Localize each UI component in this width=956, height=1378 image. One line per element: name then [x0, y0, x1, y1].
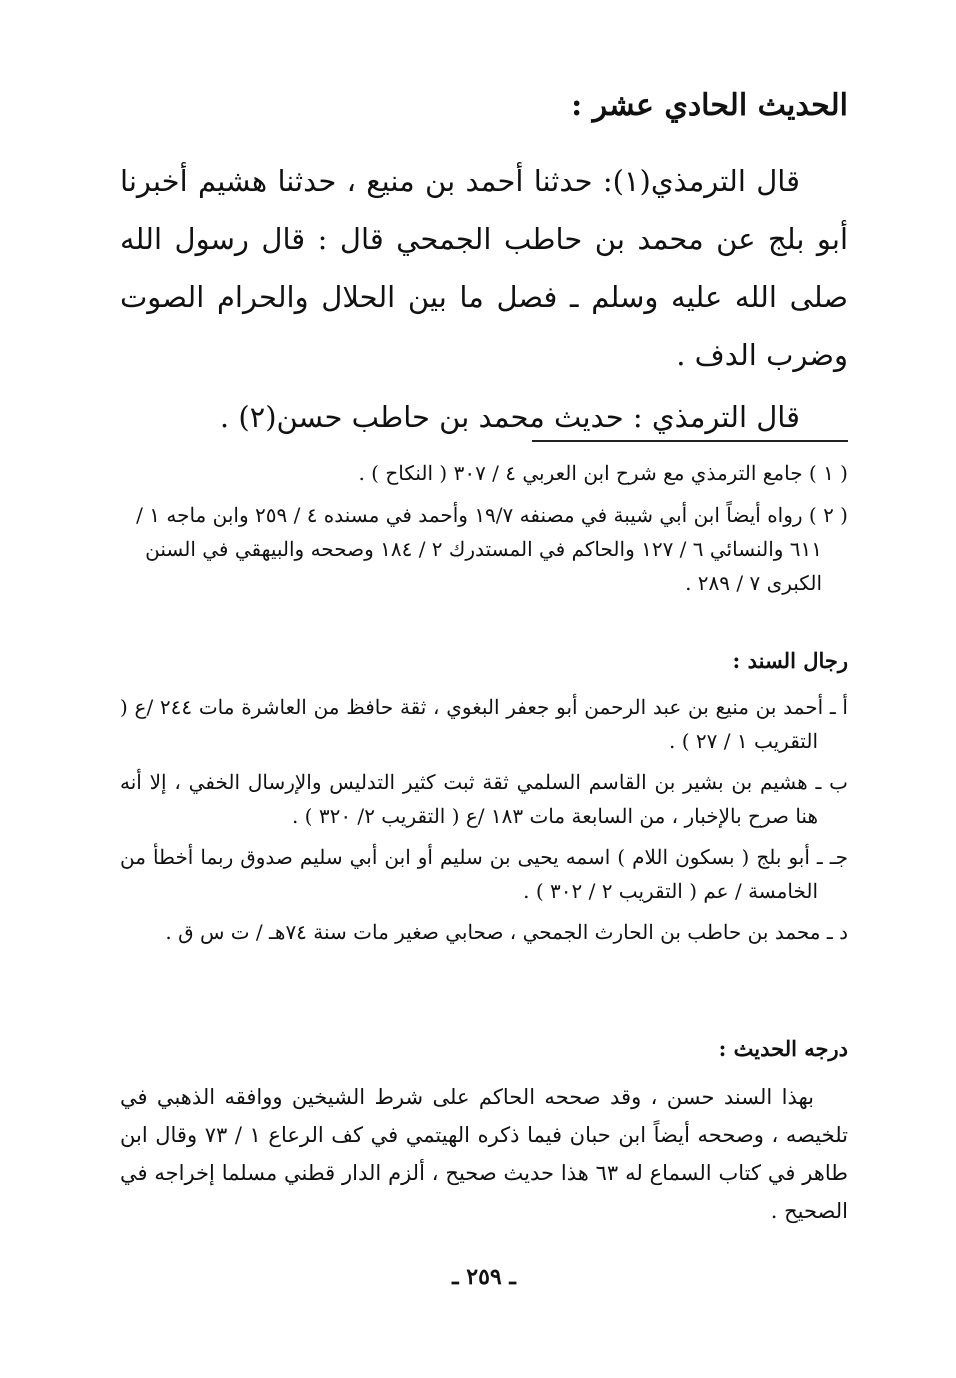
hadith-paragraph-isnad: قال الترمذي(١): حدثنا أحمد بن منيع ، حدثنا هشيم أخبرنا أبو بلج عن محمد بن حاطب الجمحي قال : قال رسول الله صلى الله عليه وسلم ـ فصل ما بين الحلال والحرام الصوت وضرب الدف . — [120, 164, 848, 372]
daraja-heading: درجه الحديث : — [718, 1036, 848, 1061]
page-number: ـ ٢٥٩ ـ — [452, 1264, 516, 1290]
hadith-text — [120, 152, 848, 446]
book-page — [120, 0, 848, 1378]
footnotes — [120, 456, 848, 608]
footnote-2: ( ٢ ) رواه أيضاً ابن أبي شيبة في مصنفه ١٩/٧ وأحمد في مسنده ٤ / ٢٥٩ وابن ماجه ١ / ٦١١ والنسائي ٦ / ١٢٧ والحاكم في المستدرك ٢ / ١٨٤ وصححه والبيهقي في السنن الكبرى ٧ / ٢٨٩ . — [136, 503, 848, 595]
rijal-entry: ب ـ هشيم بن بشير بن القاسم السلمي ثقة ثبت كثير التدليس والإرسال الخفي ، إلا أنه هنا صرح بالإخبار ، من السابعة مات ١٨٣ /ع ( التقريب ٢/ ٣٢٠ ) . — [120, 770, 848, 828]
rijal-entry: جـ ـ أبو بلج ( بسكون اللام ) اسمه يحيى بن سليم أو ابن أبي سليم صدوق ربما أخطأ من الخامسة / عم ( التقريب ٢ / ٣٠٢ ) . — [120, 845, 848, 903]
rijal-entry: أ ـ أحمد بن منيع بن عبد الرحمن أبو جعفر البغوي ، ثقة حافظ من العاشرة مات ٢٤٤ /ع ( التقريب ١ / ٢٧ ) . — [120, 695, 848, 753]
footnote-1: ( ١ ) جامع الترمذي مع شرح ابن العربي ٤ / ٣٠٧ ( النكاح ) . — [358, 461, 848, 485]
rijal-list — [120, 690, 848, 956]
footnote-divider — [532, 440, 848, 442]
tirmidhi-verdict: قال الترمذي : حديث محمد بن حاطب حسن(٢) . — [219, 400, 800, 434]
hadith-title: الحديث الحادي عشر : — [571, 88, 848, 123]
rijal-heading: رجال السند : — [732, 648, 848, 673]
daraja-text: بهذا السند حسن ، وقد صححه الحاكم على شرط الشيخين ووافقه الذهبي في تلخيصه ، وصححه أيضاً ابن حبان فيما ذكره الهيتمي في كف الرعاع ١ / ٧٣ وقال ابن طاهر في كتاب السماع له ٦٣ هذا حديث صحيح ، ألزم الدار قطني مسلما إخراجه في الصحيح . — [120, 1085, 848, 1223]
rijal-entry: د ـ محمد بن حاطب بن الحارث الجمحي ، صحابي صغير مات سنة ٧٤هـ / ت س ق . — [165, 920, 848, 944]
